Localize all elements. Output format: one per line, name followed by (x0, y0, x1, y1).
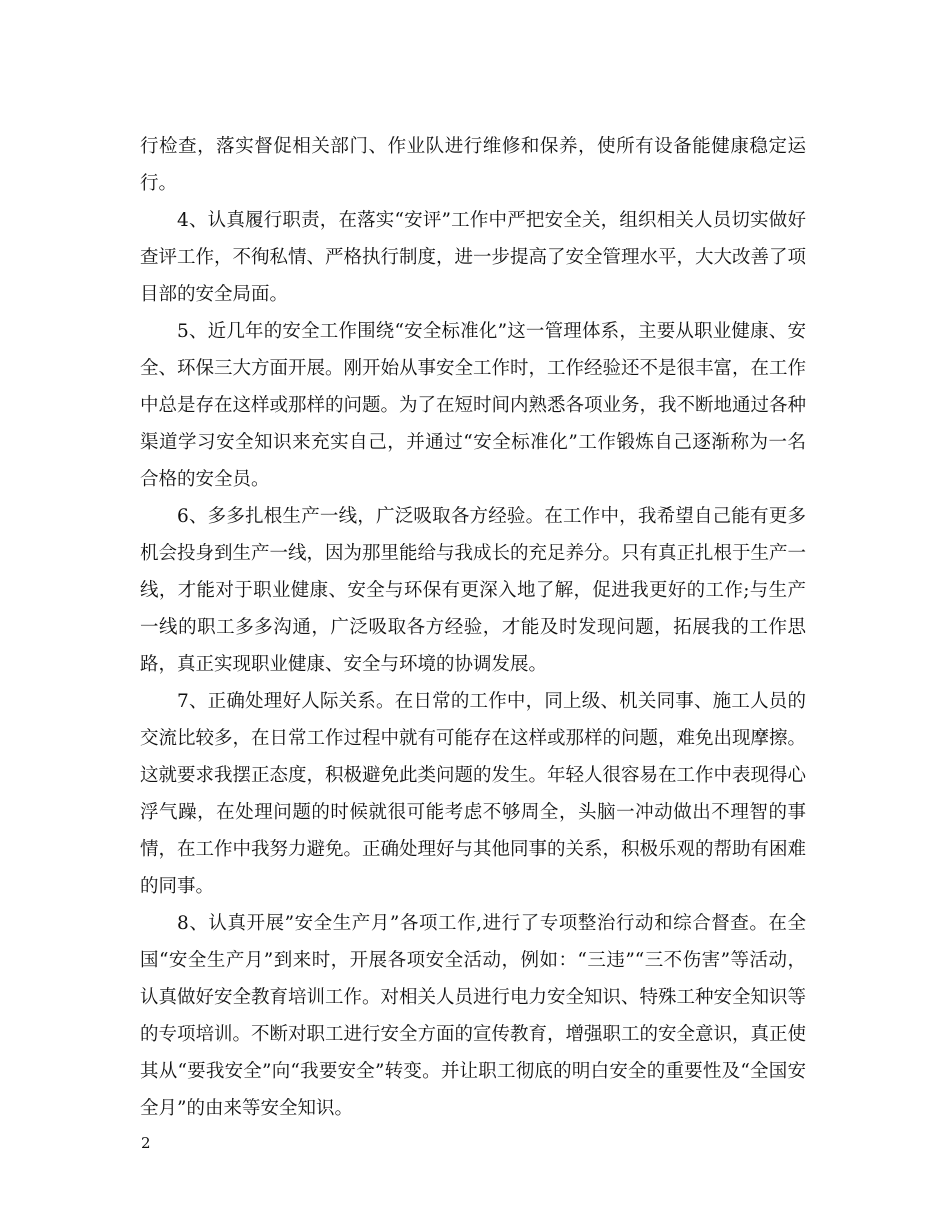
paragraph-continuation: 行检查，落实督促相关部门、作业队进行维修和保养，使所有设备能健康稳定运行。 (140, 136, 806, 194)
page-number: 2 (141, 1134, 151, 1152)
paragraph-item-5: 5、近几年的安全工作围绕“安全标准化”这一管理体系，主要从职业健康、安全、环保三大方面开展。刚开始从事安全工作时，工作经验还不是很丰富，在工作中总是存在这样或那样的问题。为了在短时间内熟悉各项业务，我不断地通过各种渠道学习安全知识来充实自己，并通过“安全标准化”工作锻炼自己逐渐称为一名合格的安全员。 (140, 321, 807, 490)
paragraph-item-8: 8、认真开展”安全生产月”各项工作,进行了专项整治行动和综合督查。在全国“安全生产月”到来时，开展各项安全活动，例如：“三违”“三不伤害”等活动，认真做好安全教育培训工作。对相关人员进行电力安全知识、特殊工种安全知识等的专项培训。不断对职工进行安全方面的宣传教育，增强职工的安全意识，真正使其从“要我安全”向“我要安全”转变。并让职工彻底的明白安全的重要性及“全国安全月”的由来等安全知识。 (140, 913, 807, 1119)
document-body (140, 128, 806, 1127)
paragraph-item-4: 4、认真履行职责，在落实“安评”工作中严把安全关，组织相关人员切实做好查评工作，不徇私情、严格执行制度，进一步提高了安全管理水平，大大改善了项目部的安全局面。 (140, 210, 807, 305)
paragraph-item-7: 7、正确处理好人际关系。在日常的工作中，同上级、机关同事、施工人员的交流比较多，在日常工作过程中就有可能存在这样或那样的问题，难免出现摩擦。这就要求我摆正态度，积极避免此类问题的发生。年轻人很容易在工作中表现得心浮气躁，在处理问题的时候就很可能考虑不够周全，头脑一冲动做出不理智的事情，在工作中我努力避免。正确处理好与其他同事的关系，积极乐观的帮助有困难的同事。 (140, 691, 807, 897)
paragraph-item-6: 6、多多扎根生产一线，广泛吸取各方经验。在工作中，我希望自己能有更多机会投身到生产一线，因为那里能给与我成长的充足养分。只有真正扎根于生产一线，才能对于职业健康、安全与环保有更深入地了解，促进我更好的工作;与生产一线的职工多多沟通，广泛吸取各方经验，才能及时发现问题，拓展我的工作思路，真正实现职业健康、安全与环境的协调发展。 (140, 506, 807, 675)
